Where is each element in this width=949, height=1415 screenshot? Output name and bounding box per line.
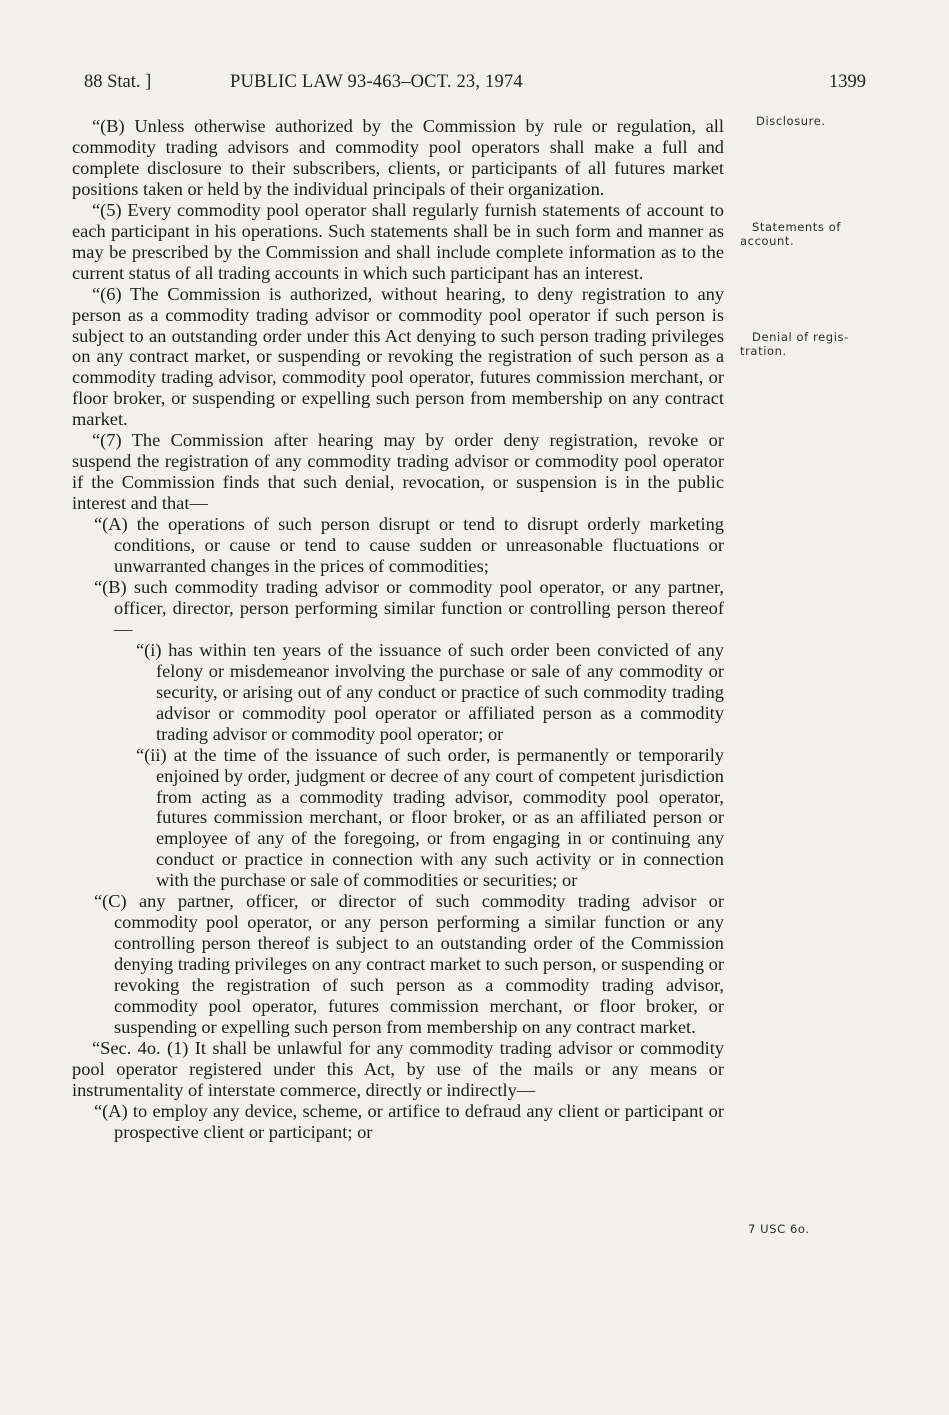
paragraph-7c: “(C) any partner, officer, or director of such commodity trading advisor or commodity pool operator, or any person performing a similar function or any controlling person thereof is subject to an outstanding order of the Commission denying trading privileges on any contract market to such person, or suspending or revoking the registration of such person as a commodity trading advisor, commodity pool operator, futures commission merchant, or floor broker, or suspending or expelling such person from membership on any contract market. xyxy=(94,891,724,1037)
paragraph-4b: “(B) Unless otherwise authorized by the Commission by rule or regulation, all commodity trading advisors and commodity pool operators shall make a full and complete disclosure to their subscribers, clients, or participants of all futures market positions taken or held by the individual principals of their organization. xyxy=(72,116,724,199)
margin-note-disclosure: Disclosure. xyxy=(756,114,826,128)
paragraph-7b-i: “(i) has within ten years of the issuance of such order been convicted of any felony or misdemeanor involving the purchase or sale of any commodity or security, or arising out of any conduct or practice of such commodity trading advisor or commodity pool operator or affiliated person as a commodity trading advisor or commodity pool operator; or xyxy=(136,639,724,744)
statute-reference: 88 Stat. ] xyxy=(84,72,152,92)
public-law-title: PUBLIC LAW 93-463–OCT. 23, 1974 xyxy=(230,72,523,92)
page-number: 1399 xyxy=(829,72,866,92)
paragraph-7: “(7) The Commission after hearing may by order deny registration, revoke or suspend the registration of any commodity trading advisor or commodity pool operator if the Commission finds that such denial, revocation, or suspension is in the public interest and that— xyxy=(72,430,724,514)
paragraph-7b: “(B) such commodity trading advisor or commodity pool operator, or any partner, officer, director, person performing similar function or controlling person thereof— xyxy=(94,576,724,639)
margin-note-usc-citation: 7 USC 6o. xyxy=(748,1222,810,1236)
paragraph-7a: “(A) the operations of such person disrupt or tend to disrupt orderly marketing conditions, or cause or tend to cause sudden or unreasonable fluctuations or unwarranted changes in the prices of commodities; xyxy=(94,514,724,577)
paragraph-5: “(5) Every commodity pool operator shall regularly furnish statements of account to each participant in his operations. Such statements shall be in such form and manner as may be prescribed by the Commission and shall include complete information as to the current status of all trading accounts in which such participant has an interest. xyxy=(72,199,724,283)
margin-note-statements: Statements of account. xyxy=(740,220,842,248)
section-4o-1: “Sec. 4o. (1) It shall be unlawful for any commodity trading advisor or commodity pool operator registered under this Act, by use of the mails or any means or instrumentality of interstate commerce, directly or indirectly— xyxy=(72,1037,724,1100)
section-4o-1a: “(A) to employ any device, scheme, or artifice to defraud any client or participant or prospective client or participant; or xyxy=(94,1100,724,1142)
running-header xyxy=(84,72,866,96)
margin-note-denial: Denial of regis- tration. xyxy=(740,330,849,358)
paragraph-6: “(6) The Commission is authorized, without hearing, to deny registration to any person as a commodity trading advisor or commodity pool operator if such person is subject to an outstanding order under this Act denying to such person trading privileges on any contract market, or suspending or revoking the registration of such person as a commodity trading advisor, commodity pool operator, futures commission merchant, or floor broker, or suspending or expelling such person from membership on any contract market. xyxy=(72,283,724,430)
statute-body xyxy=(72,116,724,1143)
paragraph-7b-ii: “(ii) at the time of the issuance of such order, is permanently or temporarily enjoined by order, judgment or decree of any court of competent jurisdiction from acting as a commodity trading advisor, commodity pool operator, futures commission merchant, or floor broker, or as an affiliated person or employee of any of the foregoing, or from engaging in or continuing any conduct or practice in connection with any such activity or in connection with the purchase or sale of commodities or securities; or xyxy=(136,744,724,891)
